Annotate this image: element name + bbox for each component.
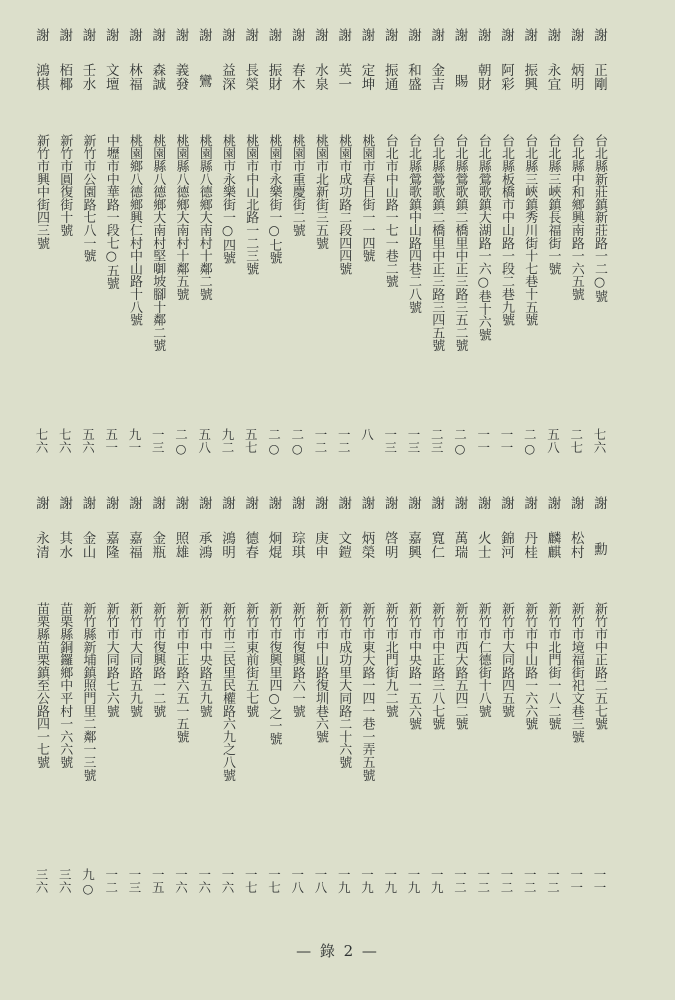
entry-surname: 謝 bbox=[33, 28, 49, 42]
entry-given-name: 振財 bbox=[265, 63, 282, 91]
entry-column bbox=[100, 28, 122, 468]
entry-given-name: 萬瑞 bbox=[451, 531, 468, 559]
entry-address: 桃園市永樂街一○四號 bbox=[220, 134, 235, 265]
entry-address: 新竹市境福街祀文巷三號 bbox=[568, 602, 584, 743]
entry-given-name: 義發 bbox=[172, 63, 189, 91]
entry-address: 新竹市大同路七六號 bbox=[103, 602, 119, 718]
entry-given-name: 振興 bbox=[521, 63, 538, 91]
entry-given-name: 森誠 bbox=[149, 63, 166, 91]
entry-surname: 謝 bbox=[521, 28, 538, 42]
entry-given-name: 金吉 bbox=[428, 63, 445, 91]
entry-given-name: 賜 bbox=[451, 74, 468, 88]
entry-address: 台北縣鶯歌鎮二橋里中正三路三四五號 bbox=[429, 134, 445, 352]
entry-surname: 謝 bbox=[591, 28, 607, 42]
entry-surname: 謝 bbox=[474, 496, 491, 510]
entry-column bbox=[565, 28, 587, 468]
entry-surname: 謝 bbox=[335, 496, 352, 510]
bottom-section bbox=[30, 496, 610, 926]
entry-number: 二○ bbox=[173, 428, 189, 457]
entry-address: 新竹市北門街九二號 bbox=[382, 602, 398, 718]
entry-given-name: 永宜 bbox=[544, 63, 561, 91]
entry-given-name: 承鴻 bbox=[195, 531, 212, 559]
entry-given-name: 火士 bbox=[474, 531, 491, 559]
entry-address: 台北縣鶯歌鎮二橋里中正三路三五二號 bbox=[452, 134, 468, 352]
entry-given-name: 水泉 bbox=[312, 63, 328, 91]
entry-surname: 謝 bbox=[451, 28, 468, 42]
entry-number: 一九 bbox=[406, 868, 421, 894]
entry-surname: 謝 bbox=[172, 496, 189, 510]
entry-surname: 謝 bbox=[79, 496, 96, 510]
entry-column bbox=[379, 28, 401, 468]
entry-number: 三六 bbox=[57, 868, 73, 894]
entry-address: 桃園市永樂街一○七號 bbox=[266, 134, 282, 265]
entry-surname: 謝 bbox=[405, 496, 421, 510]
entry-number: 一七 bbox=[266, 868, 282, 894]
entry-given-name: 英一 bbox=[335, 63, 352, 91]
entry-address: 新竹市三民里民權路六九之八號 bbox=[220, 602, 235, 782]
entry-address: 新竹市北門街一八二號 bbox=[545, 602, 561, 731]
entry-column bbox=[356, 496, 378, 926]
entry-surname: 謝 bbox=[335, 28, 352, 42]
entry-surname: 謝 bbox=[195, 496, 212, 510]
entry-given-name: 丹桂 bbox=[521, 531, 538, 559]
entry-column bbox=[30, 496, 52, 926]
entry-given-name: 嘉隆 bbox=[102, 531, 119, 559]
entry-column bbox=[216, 28, 238, 468]
entry-surname: 謝 bbox=[265, 496, 282, 510]
entry-number: 一二 bbox=[103, 868, 119, 894]
entry-address: 桃園市重慶街二號 bbox=[289, 134, 305, 237]
entry-given-name: 鸞 bbox=[195, 74, 212, 88]
top-section bbox=[30, 28, 610, 468]
entry-surname: 謝 bbox=[102, 28, 119, 42]
entry-number: 二○ bbox=[266, 428, 282, 457]
entry-address: 台北縣三峽鎮秀川街十七巷十五號 bbox=[522, 134, 538, 327]
entry-column bbox=[588, 496, 610, 926]
entry-surname: 謝 bbox=[219, 28, 235, 42]
entry-column bbox=[53, 496, 75, 926]
entry-column bbox=[402, 496, 424, 926]
entry-number: 一一 bbox=[568, 868, 584, 894]
entry-surname: 謝 bbox=[126, 496, 142, 510]
entry-column bbox=[146, 28, 168, 468]
entry-column bbox=[425, 496, 447, 926]
entry-number: 二○ bbox=[289, 428, 305, 457]
entry-surname: 謝 bbox=[358, 28, 375, 42]
entry-given-name: 益深 bbox=[219, 63, 235, 91]
entry-given-name: 松村 bbox=[567, 531, 584, 559]
entry-column bbox=[402, 28, 424, 468]
entry-column bbox=[495, 496, 517, 926]
entry-address: 新竹市中正路三八七號 bbox=[429, 602, 445, 731]
entry-column bbox=[332, 496, 354, 926]
entry-address: 台北縣鶯歌鎮中山路四巷二八號 bbox=[406, 134, 421, 314]
entry-given-name: 永清 bbox=[33, 531, 49, 559]
entry-number: 七六 bbox=[592, 428, 607, 454]
entry-number: 一二 bbox=[336, 428, 352, 454]
entry-column bbox=[449, 28, 471, 468]
entry-number: 一二 bbox=[313, 428, 328, 454]
entry-surname: 謝 bbox=[79, 28, 96, 42]
entry-given-name: 定坤 bbox=[358, 63, 375, 91]
entry-number: 五六 bbox=[80, 428, 96, 454]
entry-column bbox=[263, 28, 285, 468]
entry-column bbox=[472, 496, 494, 926]
entry-given-name: 阿彩 bbox=[498, 63, 514, 91]
entry-number: 一六 bbox=[173, 868, 189, 894]
entry-surname: 謝 bbox=[428, 28, 445, 42]
entry-address: 桃園鄉八德鄉興仁村中山路十八號 bbox=[127, 134, 142, 327]
entry-given-name: 文壇 bbox=[102, 63, 119, 91]
entry-number: 九一 bbox=[127, 428, 142, 454]
entry-surname: 謝 bbox=[591, 496, 607, 510]
entry-given-name: 振通 bbox=[381, 63, 398, 91]
entry-surname: 謝 bbox=[451, 496, 468, 510]
entry-surname: 謝 bbox=[544, 496, 561, 510]
entry-address: 新竹市中山路一六六號 bbox=[522, 602, 538, 731]
entry-address: 苗栗縣苗栗鎮至公路四一七號 bbox=[34, 602, 49, 769]
entry-number: 一八 bbox=[313, 868, 328, 894]
entry-address: 新竹市中正路二五七號 bbox=[592, 602, 607, 731]
entry-address: 桃園縣八德鄉大南村十鄰二號 bbox=[196, 134, 212, 301]
entry-number: 一一 bbox=[499, 428, 514, 454]
entry-number: 一七 bbox=[243, 868, 259, 894]
entry-given-name: 嘉福 bbox=[126, 531, 142, 559]
entry-surname: 謝 bbox=[567, 496, 584, 510]
entry-given-name: 錦河 bbox=[498, 531, 514, 559]
entry-number: 一九 bbox=[336, 868, 352, 894]
entry-number: 一三 bbox=[382, 428, 398, 454]
entry-surname: 謝 bbox=[288, 496, 305, 510]
entry-number: 八 bbox=[359, 428, 375, 441]
entry-address: 新竹市復興里四○之一號 bbox=[266, 602, 282, 745]
entry-column bbox=[53, 28, 75, 468]
entry-number: 一二 bbox=[522, 868, 538, 894]
entry-address: 桃園市中山北路一二三號 bbox=[243, 134, 259, 275]
entry-column bbox=[542, 496, 564, 926]
entry-column bbox=[239, 496, 261, 926]
entry-number: 一二 bbox=[499, 868, 514, 894]
entry-address: 台北市中山路一七一巷二號 bbox=[382, 134, 398, 288]
entry-surname: 謝 bbox=[219, 496, 235, 510]
entry-column bbox=[170, 496, 192, 926]
entry-number: 一八 bbox=[289, 868, 305, 894]
entry-number: 一二 bbox=[452, 868, 468, 894]
entry-number: 九二 bbox=[220, 428, 235, 454]
entry-column bbox=[77, 28, 99, 468]
entry-surname: 謝 bbox=[56, 496, 73, 510]
entry-address: 台北縣三峽鎮長福街一號 bbox=[545, 134, 561, 275]
entry-given-name: 嘉興 bbox=[405, 531, 421, 559]
entry-given-name: 金山 bbox=[79, 531, 96, 559]
entry-surname: 謝 bbox=[567, 28, 584, 42]
entry-address: 桃園市北新街三五號 bbox=[313, 134, 328, 250]
entry-given-name: 庚申 bbox=[312, 531, 328, 559]
entry-surname: 謝 bbox=[288, 28, 305, 42]
entry-surname: 謝 bbox=[381, 28, 398, 42]
entry-given-name: 德春 bbox=[242, 531, 259, 559]
entry-number: 一三 bbox=[406, 428, 421, 454]
entry-address: 新竹市圓復街十號 bbox=[57, 134, 73, 237]
entry-given-name: 長榮 bbox=[242, 63, 259, 91]
entry-surname: 謝 bbox=[149, 28, 166, 42]
entry-column bbox=[146, 496, 168, 926]
entry-given-name: 勳 bbox=[591, 542, 607, 556]
entry-address: 台北縣新莊鎮新莊路一二○號 bbox=[592, 134, 607, 303]
entry-column bbox=[30, 28, 52, 468]
entry-number: 一二 bbox=[545, 868, 561, 894]
entry-number: 二○ bbox=[452, 428, 468, 457]
entry-column bbox=[588, 28, 610, 468]
entry-address: 桃園市春日街一一四號 bbox=[359, 134, 375, 263]
entry-address: 新竹市興中街四三號 bbox=[34, 134, 49, 250]
entry-given-name: 壬水 bbox=[79, 63, 96, 91]
entry-column bbox=[193, 496, 215, 926]
entry-number: 九○ bbox=[80, 868, 96, 897]
entry-given-name: 照雄 bbox=[172, 531, 189, 559]
entry-number: 五八 bbox=[545, 428, 561, 454]
entry-column bbox=[170, 28, 192, 468]
entry-column bbox=[495, 28, 517, 468]
entry-surname: 謝 bbox=[33, 496, 49, 510]
entry-surname: 謝 bbox=[172, 28, 189, 42]
entry-number: 五八 bbox=[196, 428, 212, 454]
entry-column bbox=[472, 28, 494, 468]
entry-address: 新竹市大同路五九號 bbox=[127, 602, 142, 718]
entry-surname: 謝 bbox=[381, 496, 398, 510]
entry-surname: 謝 bbox=[312, 28, 328, 42]
entry-number: 一三 bbox=[150, 428, 166, 454]
entry-address: 新竹市公園路七八一號 bbox=[80, 134, 96, 263]
entry-given-name: 林福 bbox=[126, 63, 142, 91]
entry-column bbox=[518, 28, 540, 468]
entry-column bbox=[309, 28, 331, 468]
entry-number: 三六 bbox=[34, 868, 49, 894]
entry-number: 五七 bbox=[243, 428, 259, 454]
entry-address: 新竹市中央路一五六號 bbox=[406, 602, 421, 731]
entry-surname: 謝 bbox=[544, 28, 561, 42]
entry-surname: 謝 bbox=[358, 496, 375, 510]
entry-address: 新竹市成功里大同路二十六號 bbox=[336, 602, 352, 769]
entry-column bbox=[449, 496, 471, 926]
entry-address: 新竹市西大路五四二號 bbox=[452, 602, 468, 731]
entry-column bbox=[356, 28, 378, 468]
entry-number: 一九 bbox=[429, 868, 445, 894]
entry-number: 二三 bbox=[429, 428, 445, 454]
entry-surname: 謝 bbox=[56, 28, 73, 42]
entry-number: 七六 bbox=[57, 428, 73, 454]
entry-address: 新竹市中正路六五一五號 bbox=[173, 602, 189, 743]
entry-surname: 謝 bbox=[405, 28, 421, 42]
entry-column bbox=[565, 496, 587, 926]
entry-address: 新竹市復興路一二號 bbox=[150, 602, 166, 718]
entry-address: 中壢市中華路一段七○五號 bbox=[103, 134, 119, 290]
entry-column bbox=[216, 496, 238, 926]
entry-given-name: 和盛 bbox=[405, 63, 421, 91]
entry-column bbox=[77, 496, 99, 926]
entry-column bbox=[123, 496, 145, 926]
entry-address: 台北縣中和鄉興南路一六五號 bbox=[568, 134, 584, 301]
entry-surname: 謝 bbox=[242, 28, 259, 42]
entry-given-name: 炯焜 bbox=[265, 531, 282, 559]
entry-surname: 謝 bbox=[521, 496, 538, 510]
entry-number: 一六 bbox=[220, 868, 235, 894]
entry-address: 桃園市成功路二段四四號 bbox=[336, 134, 352, 275]
entry-column bbox=[239, 28, 261, 468]
entry-address: 新竹市中央路五九號 bbox=[196, 602, 212, 718]
entry-column bbox=[263, 496, 285, 926]
entry-number: 一九 bbox=[382, 868, 398, 894]
entry-given-name: 朝財 bbox=[474, 63, 491, 91]
entry-surname: 謝 bbox=[498, 28, 514, 42]
entry-given-name: 鴻明 bbox=[219, 531, 235, 559]
entry-surname: 謝 bbox=[149, 496, 166, 510]
entry-number: 七六 bbox=[34, 428, 49, 454]
entry-number: 二○ bbox=[522, 428, 538, 457]
entry-number: 一一 bbox=[475, 428, 491, 454]
entry-given-name: 文鎧 bbox=[335, 531, 352, 559]
entry-given-name: 炳明 bbox=[567, 63, 584, 91]
entry-given-name: 其水 bbox=[56, 531, 73, 559]
entry-surname: 謝 bbox=[498, 496, 514, 510]
entry-column bbox=[542, 28, 564, 468]
entry-number: 二七 bbox=[568, 428, 584, 454]
entry-address: 苗栗縣銅鑼鄉中平村一六六號 bbox=[57, 602, 73, 769]
entry-number: 一三 bbox=[127, 868, 142, 894]
entry-column bbox=[518, 496, 540, 926]
entry-number: 五一 bbox=[103, 428, 119, 454]
entry-number: 一一 bbox=[592, 868, 607, 894]
entry-address: 新竹市中山路復圳巷六號 bbox=[313, 602, 328, 743]
entry-address: 新竹市復興路六一號 bbox=[289, 602, 305, 718]
entry-given-name: 啓明 bbox=[381, 531, 398, 559]
entry-surname: 謝 bbox=[265, 28, 282, 42]
entry-column bbox=[286, 28, 308, 468]
entry-number: 一五 bbox=[150, 868, 166, 894]
entry-column bbox=[123, 28, 145, 468]
entry-number: 一九 bbox=[359, 868, 375, 894]
entry-address: 新竹縣新埔鎮照門里二鄰一三號 bbox=[80, 602, 96, 782]
entry-number: 一二 bbox=[475, 868, 491, 894]
entry-address: 台北縣板橋市中山路一段二巷九號 bbox=[499, 134, 514, 327]
entry-column bbox=[379, 496, 401, 926]
page-footer: — 錄 2 — bbox=[296, 942, 379, 960]
entry-address: 桃園縣八德鄉大南村十鄰五號 bbox=[173, 134, 189, 301]
entry-surname: 謝 bbox=[126, 28, 142, 42]
entry-column bbox=[425, 28, 447, 468]
entry-given-name: 正剛 bbox=[591, 63, 607, 91]
entry-column bbox=[100, 496, 122, 926]
entry-surname: 謝 bbox=[474, 28, 491, 42]
entry-given-name: 鴻棋 bbox=[33, 63, 49, 91]
entry-given-name: 麟麒 bbox=[544, 531, 561, 559]
entry-surname: 謝 bbox=[242, 496, 259, 510]
entry-surname: 謝 bbox=[195, 28, 212, 42]
entry-address: 新竹市東大路一四一巷一弄五號 bbox=[359, 602, 375, 782]
entry-given-name: 春木 bbox=[288, 63, 305, 91]
entry-column bbox=[332, 28, 354, 468]
entry-given-name: 寬仁 bbox=[428, 531, 445, 559]
entry-address: 新竹市東前街五七號 bbox=[243, 602, 259, 718]
entry-address: 台北縣鶯歌鎮大湖路一六○巷十六號 bbox=[475, 134, 491, 341]
entry-column bbox=[286, 496, 308, 926]
entry-surname: 謝 bbox=[102, 496, 119, 510]
entry-address: 新竹市仁德街十八號 bbox=[475, 602, 491, 718]
entry-surname: 謝 bbox=[312, 496, 328, 510]
entry-surname: 謝 bbox=[428, 496, 445, 510]
entry-address: 新竹市大同路四五號 bbox=[499, 602, 514, 718]
entry-number: 一六 bbox=[196, 868, 212, 894]
entry-given-name: 琮琪 bbox=[288, 531, 305, 559]
entry-given-name: 金瓶 bbox=[149, 531, 166, 559]
entry-column bbox=[193, 28, 215, 468]
entry-address: 桃園縣八德鄉大南村堅啣坡腳十鄰二號 bbox=[150, 134, 166, 352]
entry-given-name: 栢椰 bbox=[56, 63, 73, 91]
entry-column bbox=[309, 496, 331, 926]
entry-given-name: 炳榮 bbox=[358, 531, 375, 559]
